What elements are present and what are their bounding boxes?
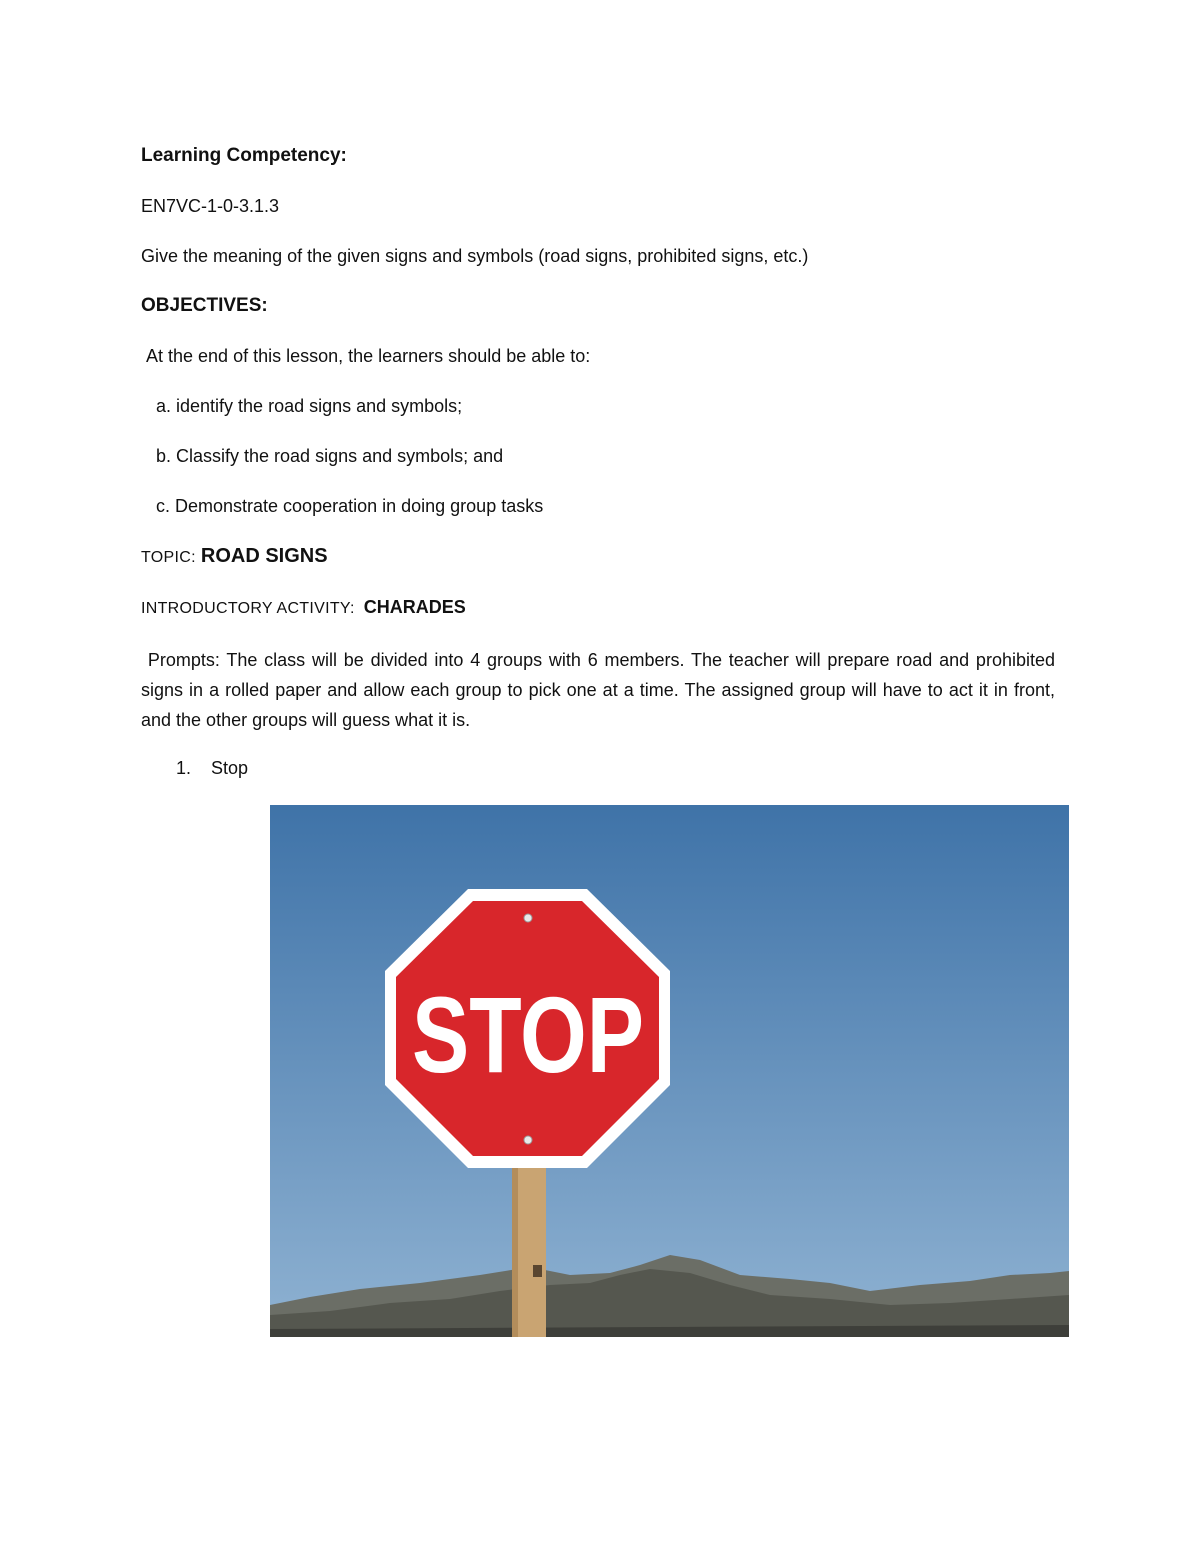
introductory-activity-label: INTRODUCTORY ACTIVITY: <box>141 600 355 617</box>
stop-sign-photo <box>270 805 1069 1337</box>
list-item-number: 1. <box>176 758 192 778</box>
introductory-activity-line <box>141 595 466 621</box>
competency-description: Give the meaning of the given signs and symbols (road signs, prohibited signs, etc.) <box>141 246 809 266</box>
post-shadow <box>512 1165 518 1337</box>
topic-line <box>141 544 328 570</box>
sign-rivet-bottom <box>524 1136 532 1144</box>
objective-item: c. Demonstrate cooperation in doing group tasks <box>156 496 544 516</box>
objectives-heading: OBJECTIVES: <box>141 295 268 316</box>
objective-item: b. Classify the road signs and symbols; and <box>156 446 504 466</box>
objective-item: a. identify the road signs and symbols; <box>156 396 463 416</box>
post-bolt <box>533 1265 542 1277</box>
prompts-text: The class will be divided into 4 groups with 6 members. The teacher will prepare road and prohibited signs in a rolled paper and allow each group to pick one at a time. The assigned group will have to act it in front, and the other groups will guess what it is. <box>141 650 1055 730</box>
sign-text: STOP <box>412 974 644 1095</box>
prompts-label: Prompts: <box>147 650 220 670</box>
topic-value: ROAD SIGNS <box>200 545 328 567</box>
objectives-intro: At the end of this lesson, the learners should be able to: <box>146 346 591 366</box>
competency-code: EN7VC-1-0-3.1.3 <box>141 196 280 216</box>
stop-sign-illustration <box>270 805 1069 1337</box>
learning-competency-heading: Learning Competency: <box>141 145 347 166</box>
prompts-paragraph <box>141 645 1055 735</box>
list-item-text: Stop <box>211 758 249 778</box>
sign-rivet-top <box>524 914 532 922</box>
topic-label: TOPIC: <box>141 549 196 566</box>
introductory-activity-value: CHARADES <box>363 597 466 617</box>
